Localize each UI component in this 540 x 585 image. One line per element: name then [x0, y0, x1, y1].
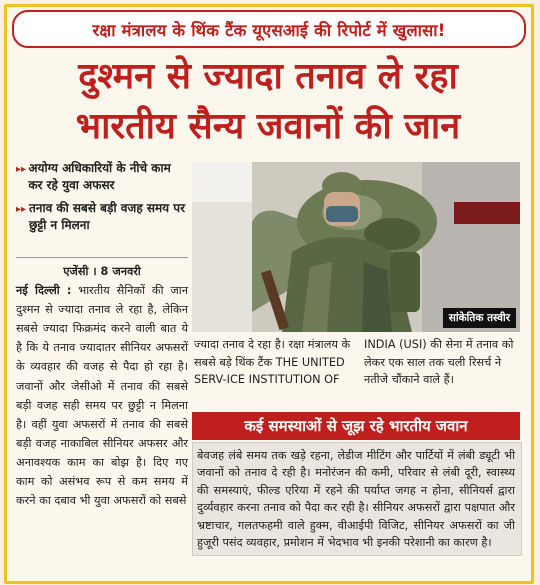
article-column-1	[16, 262, 188, 510]
soldier-photo	[192, 162, 520, 332]
headline	[10, 52, 526, 152]
article-lead	[16, 281, 188, 510]
bullet-item	[16, 160, 188, 194]
bullet-text: अयोग्य अधिकारियों के नीचे काम कर रहे युवा अफसर	[28, 161, 171, 192]
kicker-text: रक्षा मंत्रालय के थिंक टैंक यूएसआई की रिपोर्ट में खुलासा!	[92, 20, 446, 40]
article-body: भारतीय सैनिकों की जान दुश्मन से ज्यादा तनाव ले रहा है, लेकिन सबसे ज्यादा फिक्रमंद करने वाली बात ये है कि ये तनाव ज्यादातर सीनियर अफसरों के व्यवहार की वजह से पैदा हो रहा है। जवानों और जेसीओ में तनाव की सबसे बड़ी वजह सही समय पर छुट्टी न मिलना है। वहीं युवा अफसरों में तनाव की सबसे बड़ी वजह नाकाबिल सीनियर अफसर और अनावश्यक काम का बोझ है। दिए गए काम को असंभव रूप से कम समय में करने का दबाव भी युवा अफसरों को सबसे	[16, 284, 188, 508]
headline-line-1: दुश्मन से ज्यादा तनाव ले रहा	[78, 56, 458, 97]
dateline: नई दिल्ली :	[16, 284, 72, 298]
sidebar-box: बेवजह लंबे समय तक खड़े रहना, लेडीज मीटिंग और पार्टियों में लंबी ड्यूटी भी जवानों को तनाव दे रही है। मनोरंजन की कमी, परिवार से लंबी दूरी, स्वास्थ्य की समस्याएं, फील्ड एरिया में रहने की पर्याप्त जगह न होना, सीनियर्स द्वारा दुर्व्यवहार करना तनाव को पैदा कर रही है। सीनियर अफसरों द्वारा पक्षपात और भ्रष्टाचार, गलतफहमी वाले हुक्म, वीआईपी विजिट, सीनियर अफसरों का जी हुजूरी पसंद व्यवहार, प्रमोशन में भेदभाव भी इनकी परेशानी का कारण है।	[192, 442, 522, 556]
article-column-2: ज्यादा तनाव दे रहा है। रक्षा मंत्रालय के सबसे बड़े थिंक टैंक THE UNITED SERV-ICE INSTITUTION OF	[194, 338, 351, 386]
bullet-item	[16, 200, 188, 234]
highlight-bullets	[16, 160, 188, 240]
double-chevron-icon: ▸▸	[16, 164, 27, 175]
section-subhead: कई समस्याओं से जूझ रहे भारतीय जवान	[192, 412, 520, 440]
soldier-illustration	[192, 162, 520, 332]
kicker-banner	[12, 10, 526, 48]
double-chevron-icon: ▸▸	[16, 204, 27, 215]
headline-line-2: भारतीय सैन्य जवानों की जान	[75, 106, 461, 147]
agency-dateline: एजेंसी । 8 जनवरी	[63, 265, 141, 278]
bullet-text: तनाव की सबसे बड़ी वजह समय पर छुट्टी न मिलना	[28, 201, 186, 232]
photo-caption: सांकेतिक तस्वीर	[443, 308, 516, 328]
article-column-3: INDIA (USI) की सेना में तनाव को लेकर एक साल तक चली रिसर्च ने नतीजे चौंकाने वाले हैं।	[364, 338, 514, 386]
divider	[16, 257, 188, 258]
